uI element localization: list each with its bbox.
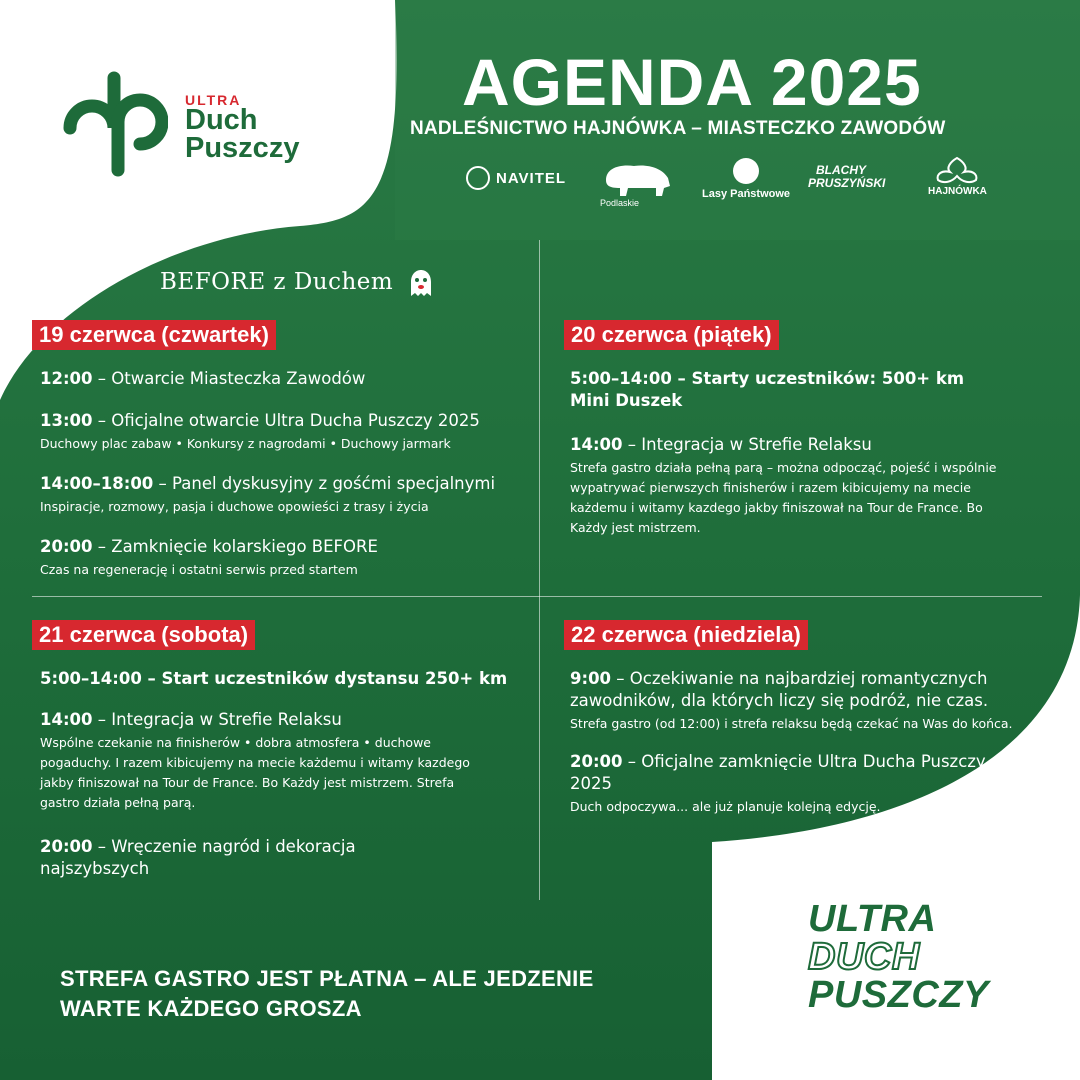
day-badge-19: 19 czerwca (czwartek) [32,320,276,350]
agenda-entry: 14:00 – Integracja w Strefie Relaksu Wspólne czekanie na finisherów • dobra atmosfera • duchowe pogaduchy. I razem kibicujemy na mecie każdemu i witamy kazdego jakby finiszował na Tour de France. Bo Każdy jest mistrzem. Strefa gastro działa pełną parą. [40,710,470,810]
before-label-text: BEFORE z Duchem [160,269,394,295]
navitel-icon [466,166,490,190]
sponsor-lasy-label: Lasy Państwowe [702,188,791,200]
sponsor-podlaskie-label: Podlaskie [600,198,640,208]
sponsor-pruszynski-label: PRUSZYŃSKI [808,176,886,190]
sponsor-blachy-pruszynski [808,164,885,190]
gastro-note [60,964,594,1024]
page-title: AGENDA 2025 [462,45,922,119]
sponsor-lasy-panstwowe [702,158,790,200]
hajnowka-leaf-icon [932,156,982,186]
brand-ultra: ULTRA [808,898,937,940]
logo-mark-icon [58,70,168,180]
agenda-entry: 14:00 – Integracja w Strefie Relaksu Strefa gastro działa pełną parą – można odpocząć, pojeść i wspólnie wypatrywać pierwszych finisherów i razem kibicujemy na mecie każdemu i witamy kazdego jakby finiszował na Tour de France. Bo Każdy jest mistrzem. [570,435,997,535]
agenda-entry: 20:00 – Zamknięcie kolarskiego BEFORE Czas na regenerację i ostatni serwis przed startem [40,537,378,577]
sponsor-hajnowka-label: HAJNÓWKA [928,186,987,197]
brand-wordmark [808,900,989,1014]
agenda-entry: 20:00 – Oficjalne zamknięcie Ultra Ducha Puszczy 2025 Duch odpoczywa... ale już planuje kolejną edycję. [570,752,986,814]
sponsor-hajnowka [928,156,987,197]
sponsor-podlaskie [600,160,674,208]
sponsor-navitel-label: NAVITEL [496,169,567,187]
agenda-entry: 5:00–14:00 – Start uczestników dystansu 250+ km [40,669,508,688]
before-section-label [160,268,435,298]
logo-duch-text: Duch [185,104,258,136]
bison-icon [600,160,674,198]
lasy-panstwowe-icon [733,158,759,184]
agenda-entry: 12:00 – Otwarcie Miasteczka Zawodów [40,369,366,388]
agenda-entry: 13:00 – Oficjalne otwarcie Ultra Ducha Puszczy 2025 Duchowy plac zabaw • Konkursy z nagrodami • Duchowy jarmark [40,411,480,451]
gastro-note-line2: WARTE KAŻDEGO GROSZA [60,996,362,1021]
sponsor-navitel [466,166,566,190]
sponsor-blachy-label: BLACHY [816,163,866,177]
brand-duch: DUCH [808,936,920,978]
brand-puszczy: PUSZCZY [808,974,989,1016]
logo-ultra-text: ULTRA [185,92,242,108]
agenda-entry: 9:00 – Oczekiwanie na najbardziej romantycznych zawodników, dla których liczy się podróż, nie czas. Strefa gastro (od 12:00) i strefa relaksu będą czekać na Was do końca. [570,669,1013,731]
day-badge-20: 20 czerwca (piątek) [564,320,779,350]
day-badge-22: 22 czerwca (niedziela) [564,620,808,650]
ghost-icon [407,268,435,298]
agenda-entry: 20:00 – Wręczenie nagród i dekoracja najszybszych [40,837,356,878]
day-badge-21: 21 czerwca (sobota) [32,620,255,650]
gastro-note-line1: STREFA GASTRO JEST PŁATNA – ALE JEDZENIE [60,966,594,991]
grid-divider-vertical [539,240,540,900]
grid-divider-horizontal [32,596,1042,597]
agenda-entry: 14:00–18:00 – Panel dyskusyjny z gośćmi specjalnymi Inspiracje, rozmowy, pasja i duchowe opowieści z trasy i życia [40,474,496,514]
agenda-entry: 5:00–14:00 – Starty uczestników: 500+ km Mini Duszek [570,369,965,410]
page-subtitle: NADLEŚNICTWO HAJNÓWKA – MIASTECZKO ZAWODÓW [410,118,946,139]
logo-puszczy-text: Puszczy [185,132,300,164]
